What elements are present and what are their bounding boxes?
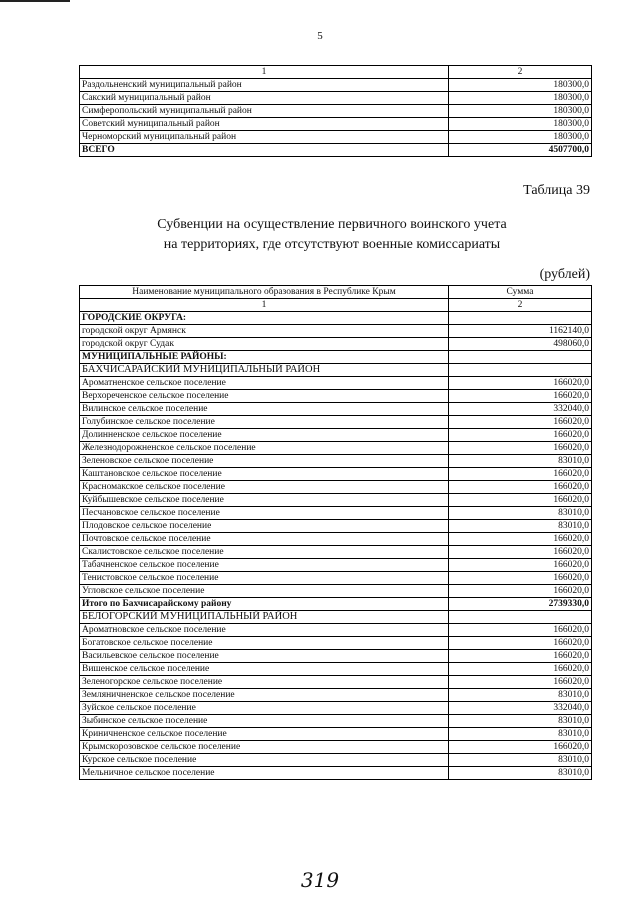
row-sum: 83010,0 [449, 455, 592, 468]
row-sum: 166020,0 [449, 637, 592, 650]
table-row [80, 494, 592, 507]
units-label: (рублей) [539, 267, 590, 282]
table-row [80, 455, 592, 468]
table-row [80, 546, 592, 559]
table-row [80, 728, 592, 741]
row-name: Почтовское сельское поселение [80, 533, 449, 546]
row-sum: 166020,0 [449, 585, 592, 598]
table-row [80, 572, 592, 585]
row-name: Криничненское сельское поселение [80, 728, 449, 741]
row-name: Табачненское сельское поселение [80, 559, 449, 572]
row-sum: 166020,0 [449, 390, 592, 403]
table-row [80, 92, 592, 105]
row-name: БЕЛОГОРСКИЙ МУНИЦИПАЛЬНЫЙ РАЙОН [80, 611, 449, 624]
row-name: Симферопольский муниципальный район [80, 105, 449, 118]
table-row [80, 520, 592, 533]
table-row [80, 79, 592, 92]
header-sum: Сумма [449, 286, 592, 299]
column-number-1: 1 [80, 299, 449, 312]
row-sum: 166020,0 [449, 377, 592, 390]
row-sum: 166020,0 [449, 624, 592, 637]
row-name: городской округ Армянск [80, 325, 449, 338]
row-sum: 166020,0 [449, 650, 592, 663]
table-row [80, 338, 592, 351]
row-name: Верхореченское сельское поселение [80, 390, 449, 403]
row-name: Васильевское сельское поселение [80, 650, 449, 663]
row-sum: 180300,0 [449, 79, 592, 92]
table-row [80, 364, 592, 377]
row-sum: 166020,0 [449, 741, 592, 754]
table-row [80, 689, 592, 702]
row-name: Красномакское сельское поселение [80, 481, 449, 494]
table-row [80, 637, 592, 650]
page-number: 5 [317, 30, 323, 42]
total-label: ВСЕГО [80, 144, 449, 157]
row-sum: 83010,0 [449, 507, 592, 520]
row-name: Земляничненское сельское поселение [80, 689, 449, 702]
row-name: Крымскорозовское сельское поселение [80, 741, 449, 754]
total-row [80, 144, 592, 157]
row-sum: 166020,0 [449, 481, 592, 494]
row-sum: 180300,0 [449, 92, 592, 105]
row-name: Зеленогорское сельское поселение [80, 676, 449, 689]
corner-mark [0, 0, 70, 2]
column-number-1: 1 [80, 66, 449, 79]
table-row [80, 715, 592, 728]
row-sum: 1162140,0 [449, 325, 592, 338]
column-number-row [80, 299, 592, 312]
row-sum: 166020,0 [449, 559, 592, 572]
row-sum: 83010,0 [449, 520, 592, 533]
row-name: МУНИЦИПАЛЬНЫЕ РАЙОНЫ: [80, 351, 449, 364]
row-name: БАХЧИСАРАЙСКИЙ МУНИЦИПАЛЬНЫЙ РАЙОН [80, 364, 449, 377]
row-name: Железнодорожненское сельское поселение [80, 442, 449, 455]
column-number-row [80, 66, 592, 79]
row-name: Богатовское сельское поселение [80, 637, 449, 650]
table-row [80, 481, 592, 494]
row-sum: 83010,0 [449, 715, 592, 728]
row-sum: 83010,0 [449, 754, 592, 767]
row-sum [449, 351, 592, 364]
table-row [80, 131, 592, 144]
row-name: Зеленовское сельское поселение [80, 455, 449, 468]
table-row [80, 403, 592, 416]
table-row [80, 312, 592, 325]
row-sum: 166020,0 [449, 533, 592, 546]
row-name: Тенистовское сельское поселение [80, 572, 449, 585]
row-name: Ароматненское сельское поселение [80, 377, 449, 390]
row-name: Раздольненский муниципальный район [80, 79, 449, 92]
subvention-table [79, 285, 592, 780]
table-row [80, 351, 592, 364]
table-row [80, 650, 592, 663]
table-row [80, 663, 592, 676]
table-title-line-1: Субвенции на осуществление первичного воинского учета [157, 217, 507, 232]
table-row [80, 442, 592, 455]
row-name: Песчановское сельское поселение [80, 507, 449, 520]
total-sum: 4507700,0 [449, 144, 592, 157]
row-name: Черноморский муниципальный район [80, 131, 449, 144]
row-name: Долинненское сельское поселение [80, 429, 449, 442]
row-sum: 83010,0 [449, 689, 592, 702]
row-sum: 166020,0 [449, 429, 592, 442]
table-row [80, 416, 592, 429]
row-sum: 180300,0 [449, 105, 592, 118]
row-name: Вилинское сельское поселение [80, 403, 449, 416]
table-row [80, 585, 592, 598]
row-name: Сакский муниципальный район [80, 92, 449, 105]
header-row [80, 286, 592, 299]
handwritten-page-number: 319 [300, 868, 340, 892]
row-sum: 166020,0 [449, 572, 592, 585]
row-sum: 166020,0 [449, 546, 592, 559]
table-row [80, 390, 592, 403]
row-name: Зуйское сельское поселение [80, 702, 449, 715]
table-row [80, 325, 592, 338]
row-name: Голубинское сельское поселение [80, 416, 449, 429]
table-row [80, 533, 592, 546]
row-sum: 332040,0 [449, 403, 592, 416]
row-sum [449, 364, 592, 377]
row-name: Каштановское сельское поселение [80, 468, 449, 481]
table-title [0, 215, 640, 255]
row-name: Угловское сельское поселение [80, 585, 449, 598]
table-row [80, 118, 592, 131]
row-name: Ароматновское сельское поселение [80, 624, 449, 637]
column-number-2: 2 [449, 299, 592, 312]
row-sum: 2739330,0 [449, 598, 592, 611]
row-sum: 180300,0 [449, 118, 592, 131]
row-name: Плодовское сельское поселение [80, 520, 449, 533]
column-number-2: 2 [449, 66, 592, 79]
row-name: Мельничное сельское поселение [80, 767, 449, 780]
row-sum: 166020,0 [449, 416, 592, 429]
row-sum: 166020,0 [449, 494, 592, 507]
row-sum: 180300,0 [449, 131, 592, 144]
table-row [80, 702, 592, 715]
row-name: городской округ Судак [80, 338, 449, 351]
table-row [80, 598, 592, 611]
table-row [80, 429, 592, 442]
table-row [80, 624, 592, 637]
row-name: Советский муниципальный район [80, 118, 449, 131]
table-caption: Таблица 39 [523, 183, 590, 198]
table-row [80, 377, 592, 390]
row-name: Итого по Бахчисарайскому району [80, 598, 449, 611]
table-row [80, 741, 592, 754]
row-name: ГОРОДСКИЕ ОКРУГА: [80, 312, 449, 325]
row-sum: 166020,0 [449, 442, 592, 455]
continued-table [79, 65, 592, 157]
row-name: Зыбинское сельское поселение [80, 715, 449, 728]
table-row [80, 468, 592, 481]
table-row [80, 754, 592, 767]
row-sum: 166020,0 [449, 676, 592, 689]
table-row [80, 611, 592, 624]
row-sum: 166020,0 [449, 663, 592, 676]
row-sum [449, 312, 592, 325]
table-row [80, 559, 592, 572]
table-row [80, 507, 592, 520]
table-row [80, 767, 592, 780]
row-sum [449, 611, 592, 624]
row-name: Вишенское сельское поселение [80, 663, 449, 676]
header-name: Наименование муниципального образования в Республике Крым [80, 286, 449, 299]
table-title-line-2: на территориях, где отсутствуют военные комиссариаты [163, 237, 501, 252]
table-row [80, 105, 592, 118]
table-row [80, 676, 592, 689]
row-name: Куйбышевское сельское поселение [80, 494, 449, 507]
row-name: Курское сельское поселение [80, 754, 449, 767]
row-sum: 83010,0 [449, 767, 592, 780]
row-sum: 498060,0 [449, 338, 592, 351]
row-sum: 332040,0 [449, 702, 592, 715]
row-sum: 166020,0 [449, 468, 592, 481]
row-name: Скалистовское сельское поселение [80, 546, 449, 559]
row-sum: 83010,0 [449, 728, 592, 741]
